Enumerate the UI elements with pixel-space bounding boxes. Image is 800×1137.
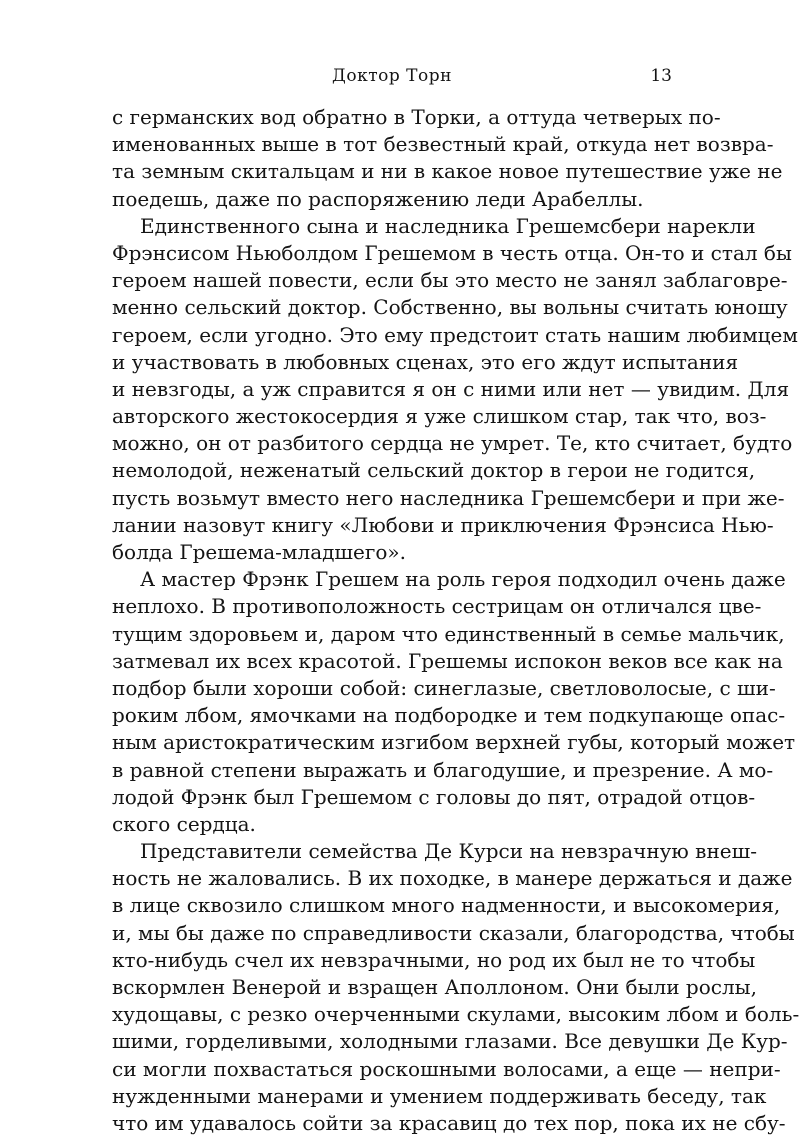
text-line: лании назовут книгу «Любови и приключения Фрэнсиса Нью- bbox=[112, 512, 774, 537]
text-line: лодой Фрэнк был Грешемом с головы до пят, отрадой отцов- bbox=[112, 784, 756, 809]
text-line: и участвовать в любовных сценах, это его ждут испытания bbox=[112, 349, 739, 374]
text-line: что им удавалось сойти за красавиц до тех пор, пока их не сбу- bbox=[112, 1110, 786, 1135]
text-line: с германских вод обратно в Торки, а оттуда четверых по- bbox=[112, 105, 721, 129]
text-line: ского сердца. bbox=[112, 811, 256, 836]
text-line: и невзгоды, а уж справится я он с ними или нет — увидим. Для bbox=[112, 376, 790, 401]
text-line: поедешь, даже по распоряжению леди Арабеллы. bbox=[112, 186, 644, 211]
text-line: менно сельский доктор. Собственно, вы вольны считать юношу bbox=[112, 295, 788, 320]
paragraph bbox=[112, 213, 798, 566]
text-line: затмевал их всех красотой. Грешемы испокон веков все как на bbox=[112, 648, 783, 673]
text-line: роким лбом, ямочками на подбородке и тем подкупающе опас- bbox=[112, 703, 786, 728]
running-title: Доктор Торн bbox=[332, 66, 452, 86]
text-line: Представители семейства Де Курси на невзрачную внеш- bbox=[140, 839, 757, 864]
text-line: пусть возьмут вместо него наследника Грешемсбери и при же- bbox=[112, 485, 785, 510]
text-line: Единственного сына и наследника Грешемсбери нарекли bbox=[140, 213, 756, 238]
text-line: в лице сквозило слишком много надменности, и высокомерия, bbox=[112, 893, 781, 918]
text-line: немолодой, неженатый сельский доктор в герои не годится, bbox=[112, 458, 756, 483]
text-line: подбор были хороши собой: синеглазые, светловолосые, с ши- bbox=[112, 675, 776, 700]
text-line: та земным скитальцам и ни в какое новое путешествие уже не bbox=[112, 159, 783, 184]
text-line: в равной степени выражать и благодушие, и презрение. А мо- bbox=[112, 757, 774, 782]
text-line: героем, если угодно. Это ему предстоит стать нашим любимцем bbox=[112, 322, 798, 347]
text-line: ность не жаловались. В их походке, в манере держаться и даже bbox=[112, 866, 793, 891]
text-line: болда Грешема-младшего». bbox=[112, 540, 406, 564]
text-line: худощавы, с резко очерченными скулами, высоким лбом и боль- bbox=[112, 1002, 800, 1027]
body-text bbox=[112, 104, 800, 1137]
text-line: и, мы бы даже по справедливости сказали, благородства, чтобы bbox=[112, 920, 795, 945]
running-header bbox=[112, 64, 672, 88]
text-line: Фрэнсисом Ньюболдом Грешемом в честь отца. Он-то и стал бы bbox=[112, 240, 792, 265]
text-line: можно, он от разбитого сердца не умрет. Те, кто считает, будто bbox=[112, 431, 793, 456]
text-line: неплохо. В противоположность сестрицам он отличался цве- bbox=[112, 594, 762, 619]
text-line: тущим здоровьем и, даром что единственный в семье мальчик, bbox=[112, 621, 785, 646]
page-number: 13 bbox=[650, 66, 672, 86]
text-line: именованных выше в тот безвестный край, откуда нет возвра- bbox=[112, 132, 774, 157]
text-line: героем нашей повести, если бы это место не занял заблаговре- bbox=[112, 268, 788, 293]
text-line: си могли похвастаться роскошными волосами, а еще — непри- bbox=[112, 1056, 781, 1081]
text-line: нужденными манерами и умением поддерживать беседу, так bbox=[112, 1083, 767, 1108]
paragraph bbox=[112, 104, 783, 213]
text-line: шими, горделивыми, холодными глазами. Все девушки Де Кур- bbox=[112, 1029, 788, 1054]
text-line: ным аристократическим изгибом верхней губы, который может bbox=[112, 730, 796, 755]
paragraph bbox=[112, 838, 800, 1137]
text-line: А мастер Фрэнк Грешем на роль героя подходил очень даже bbox=[140, 567, 786, 592]
text-line: авторского жестокосердия я уже слишком стар, так что, воз- bbox=[112, 404, 767, 429]
paragraph bbox=[112, 566, 796, 838]
text-line: вскормлен Венерой и взращен Аполлоном. Они были рослы, bbox=[112, 975, 757, 999]
text-line: кто-нибудь счел их невзрачными, но род их был не то чтобы bbox=[112, 947, 756, 972]
